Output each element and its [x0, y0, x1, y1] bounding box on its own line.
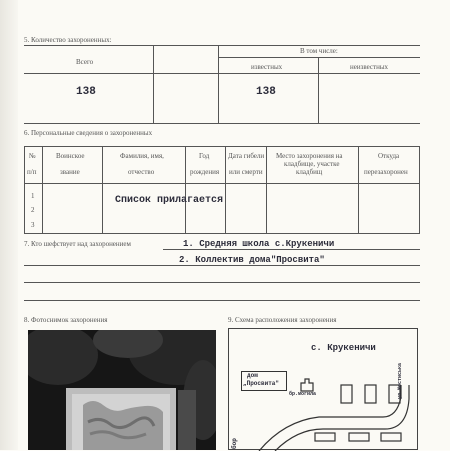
hdr-place: Место захоронения на	[276, 152, 343, 160]
hdr-name: Фамилия, имя,	[120, 152, 164, 160]
scheme-drawing	[229, 329, 419, 451]
hdr-year: Год	[199, 152, 210, 160]
road-label: бор	[231, 438, 238, 449]
village-label: с. Крукеничи	[311, 343, 376, 353]
grave-label: бр.могила	[289, 391, 317, 397]
row-num-3: 3	[31, 221, 35, 229]
page-edge-shadow	[0, 0, 18, 450]
patron-line-3	[24, 282, 420, 283]
col-known-label: известных	[251, 63, 283, 71]
total-value: 138	[76, 86, 96, 98]
hdr-num: №	[29, 152, 36, 160]
hdr-date2: или смерти	[229, 168, 263, 176]
patron-1: 1. Средняя школа с.Крукеничи	[183, 239, 335, 249]
section5-header-rule	[24, 73, 420, 74]
col-total-label: Всего	[76, 58, 94, 66]
house-label-2: „Просвита"	[243, 380, 280, 387]
table-col-div-2	[102, 146, 103, 234]
section7-heading: 7. Кто шефствует над захоронением	[24, 240, 131, 248]
hdr-date: Дата гибели	[228, 152, 265, 160]
section8-heading: 8. Фотоснимок захоронения	[24, 316, 108, 324]
section5-divider-3	[318, 58, 319, 123]
known-value: 138	[256, 86, 276, 98]
hdr-name2: отчество	[128, 168, 155, 176]
patron-line-1	[163, 249, 420, 250]
house-label-1: дом	[247, 372, 258, 379]
hdr-from2: перезахоронен	[364, 168, 408, 176]
hdr-place3: кладбищ	[296, 168, 323, 176]
patron-2: 2. Коллектив дома"Просвита"	[179, 255, 325, 265]
table-header-rule	[24, 183, 420, 184]
table-col-div-4	[225, 146, 226, 234]
location-scheme	[228, 328, 418, 450]
section5-divider-1	[153, 45, 154, 123]
section5-heading: 5. Количество захороненных:	[24, 36, 112, 44]
row-num-1: 1	[31, 192, 35, 200]
row-num-2: 2	[31, 206, 35, 214]
hdr-num2: п/п	[27, 168, 37, 176]
hdr-rank2: звание	[60, 168, 80, 176]
col-incl-label: В том числе:	[300, 47, 338, 55]
patron-line-4	[24, 300, 420, 301]
section5-bottom-rule	[24, 123, 420, 124]
grave-photo	[28, 330, 216, 450]
street-label: ул.Мостиська	[397, 362, 403, 399]
hdr-rank: Воинское	[56, 152, 85, 160]
section5-top-rule	[24, 45, 420, 46]
table-col-div-5	[266, 146, 267, 234]
section6-heading: 6. Персональные сведения о захороненных	[24, 129, 153, 137]
table-col-div-6	[358, 146, 359, 234]
photo-image	[28, 330, 216, 450]
hdr-place2: кладбище, участке	[284, 160, 340, 168]
hdr-from: Откуда	[378, 152, 400, 160]
table-col-div-3	[185, 146, 186, 234]
list-attached-note: Список прилагается	[115, 195, 224, 206]
section9-heading: 9. Схема расположения захоронения	[228, 316, 337, 324]
patron-line-2	[24, 265, 420, 266]
col-unknown-label: неизвестных	[350, 63, 389, 71]
table-col-div-1	[42, 146, 43, 234]
hdr-year2: рождения	[190, 168, 220, 176]
section5-sub-rule	[218, 57, 420, 58]
